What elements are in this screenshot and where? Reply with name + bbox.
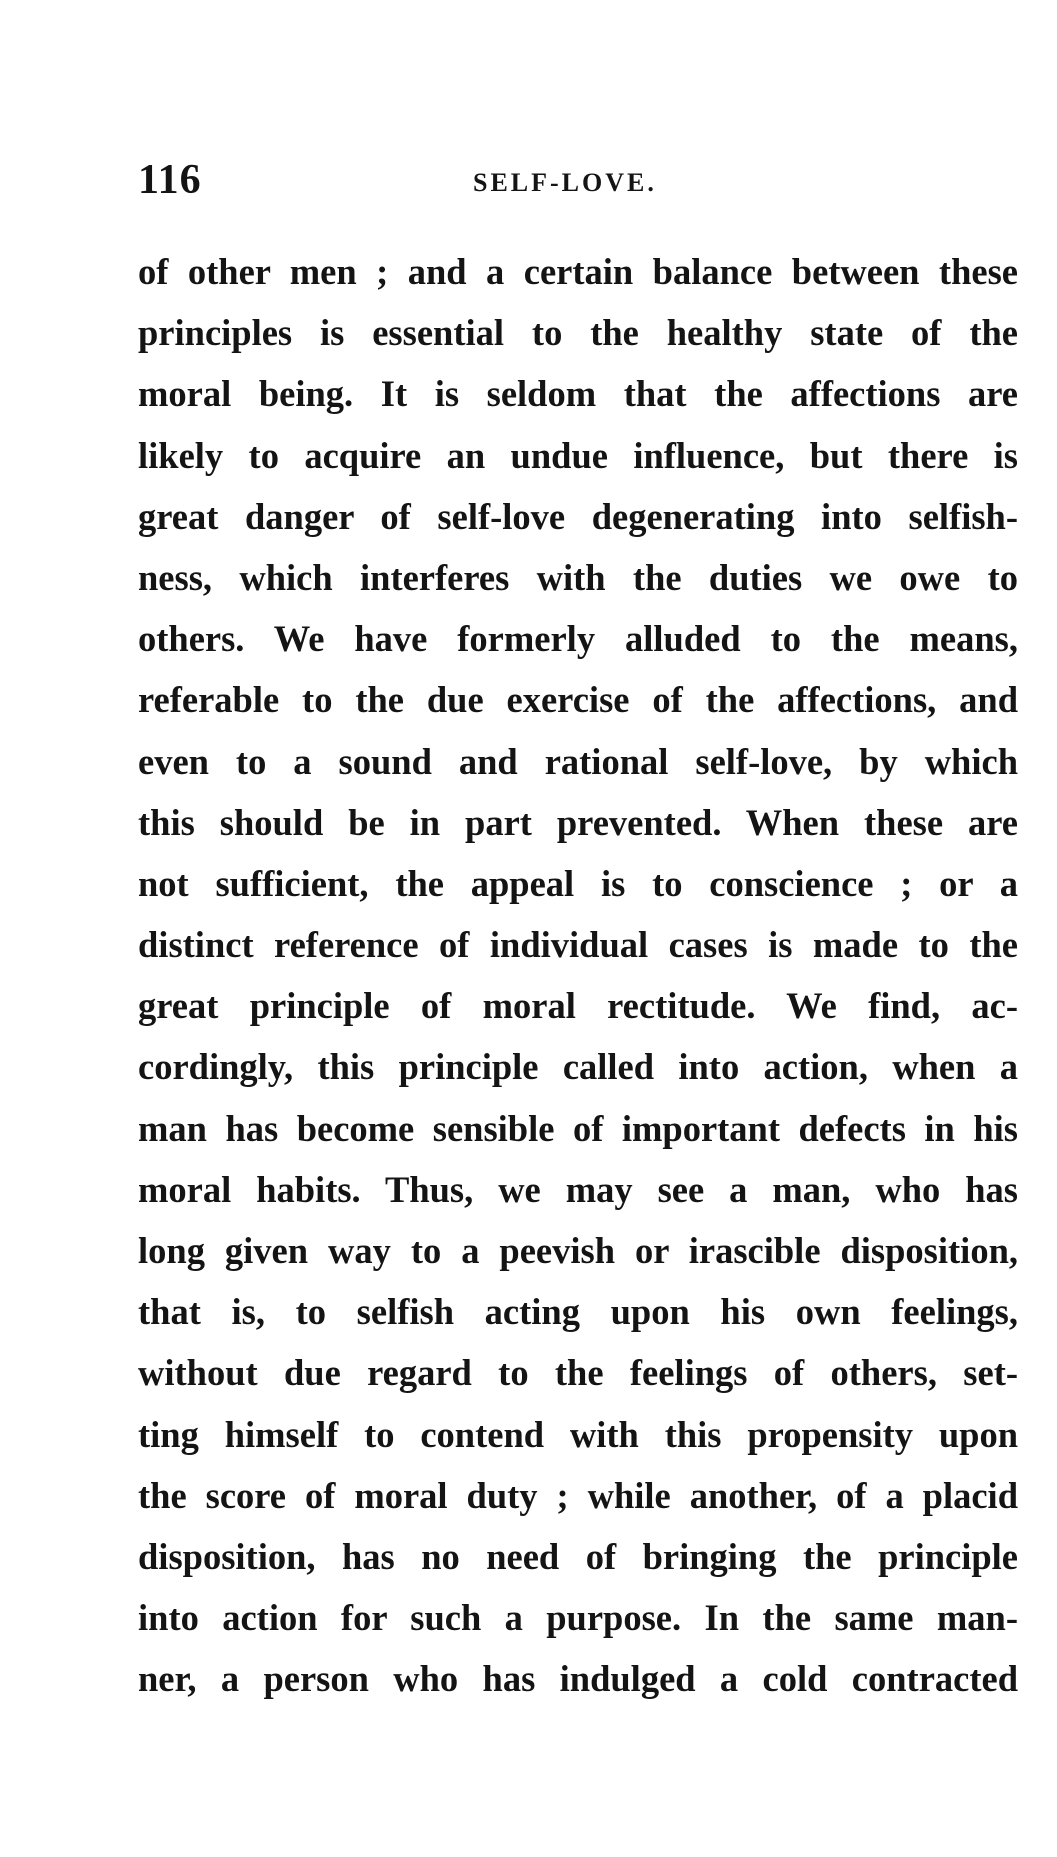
text-line: great danger of self-love degenerating into selfish- xyxy=(138,495,1018,537)
running-head: SELF-LOVE. xyxy=(473,168,657,197)
text-line: man has become sensible of important defects in his xyxy=(138,1107,1018,1149)
text-line: likely to acquire an undue influence, but there is xyxy=(138,434,1018,476)
text-line: that is, to selfish acting upon his own feelings, xyxy=(138,1291,1018,1333)
text-line: ner, a person who has indulged a cold contracted xyxy=(138,1658,1018,1700)
text-line: distinct reference of individual cases is made to the xyxy=(138,924,1018,966)
text-line: moral being. It is seldom that the affections are xyxy=(138,373,1018,415)
text-line: even to a sound and rational self-love, by which xyxy=(138,740,1018,782)
text-line: ness, which interferes with the duties we owe to xyxy=(138,556,1018,598)
text-line: this should be in part prevented. When these are xyxy=(138,801,1018,843)
text-line: disposition, has no need of bringing the principle xyxy=(138,1535,1018,1577)
text-line: not sufficient, the appeal is to conscience ; or a xyxy=(138,862,1018,904)
text-line: of other men ; and a certain balance between these xyxy=(138,251,1018,292)
text-line: referable to the due exercise of the affections, and xyxy=(138,679,1018,721)
text-line: without due regard to the feelings of others, set- xyxy=(138,1352,1018,1394)
text-line: others. We have formerly alluded to the means, xyxy=(138,618,1018,660)
text-line: moral habits. Thus, we may see a man, who has xyxy=(138,1168,1018,1210)
text-line: great principle of moral rectitude. We find, ac- xyxy=(138,985,1018,1027)
text-line: ting himself to contend with this propensity upon xyxy=(138,1413,1018,1455)
page-number: 116 xyxy=(138,157,202,203)
text-line: principles is essential to the healthy state of the xyxy=(138,312,1018,354)
body-text xyxy=(138,241,1018,1710)
text-line: the score of moral duty ; while another, of a placid xyxy=(138,1474,1018,1516)
text-line: long given way to a peevish or irascible disposition, xyxy=(138,1230,1018,1271)
text-line: cordingly, this principle called into action, when a xyxy=(138,1046,1018,1088)
text-line: into action for such a purpose. In the same man- xyxy=(138,1597,1018,1639)
page-header xyxy=(138,150,1030,210)
